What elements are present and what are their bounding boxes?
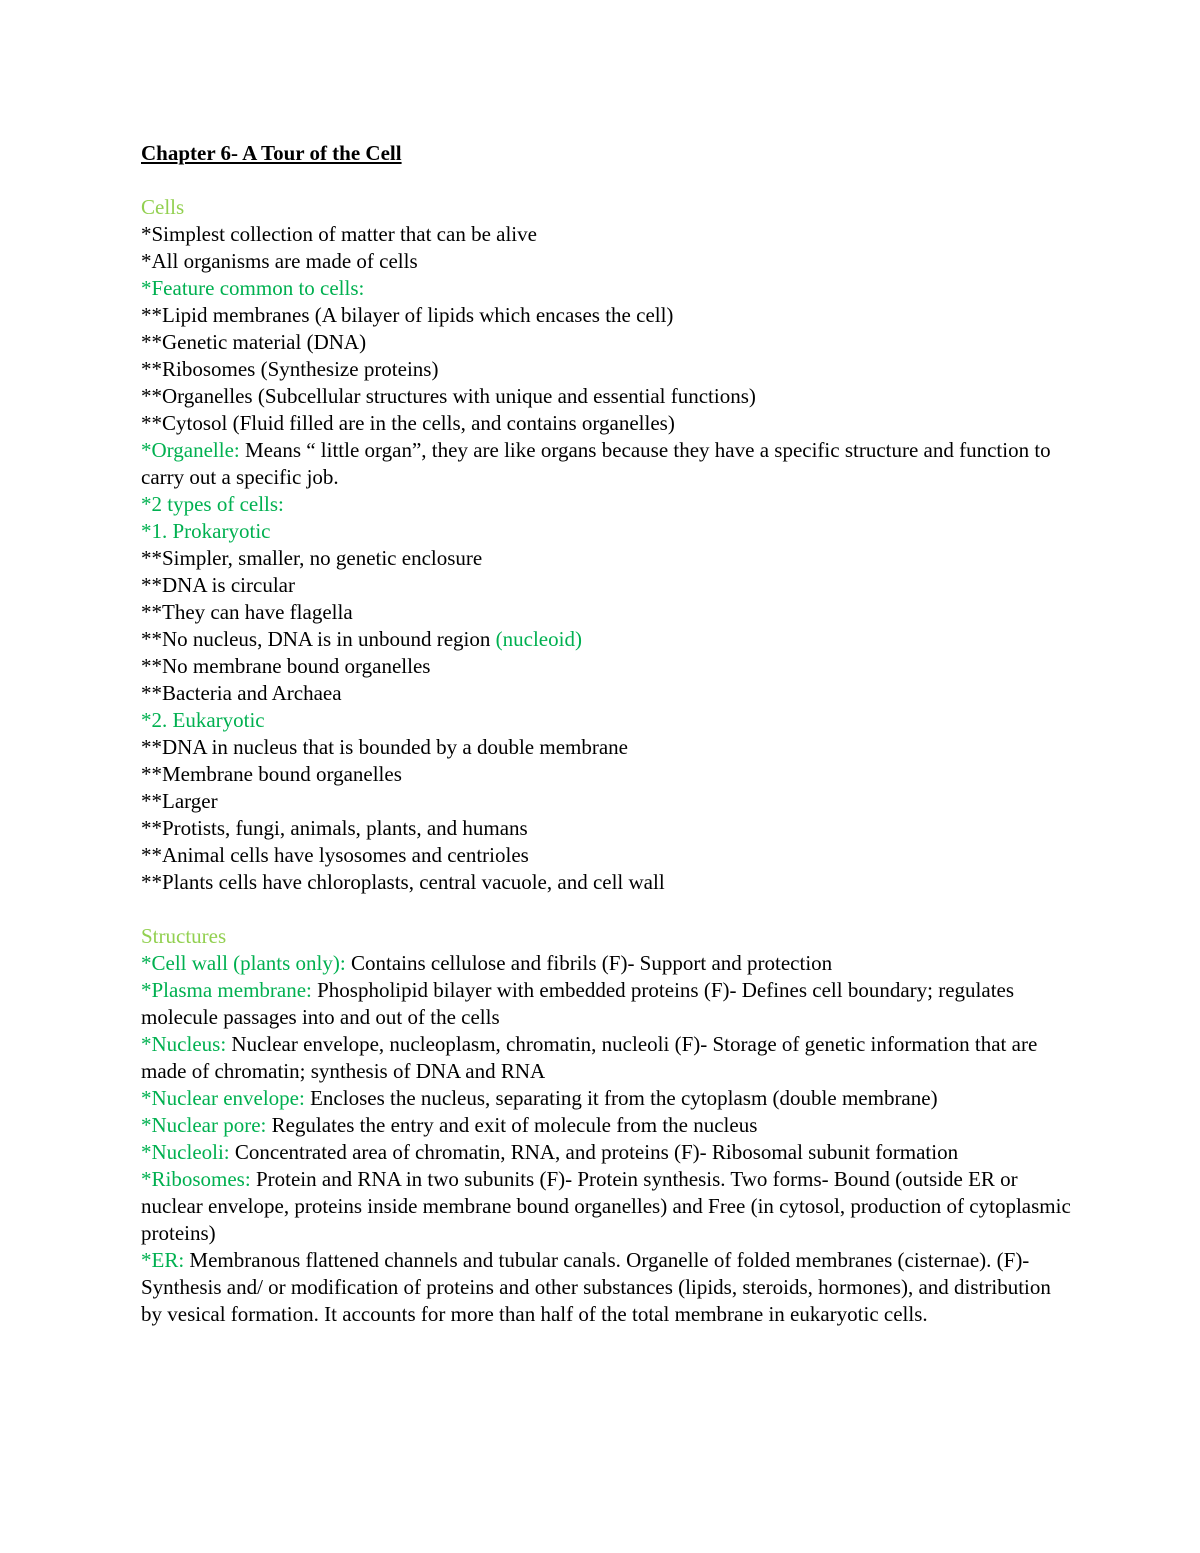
cells-section [141, 194, 1071, 896]
structure-label: *ER: [141, 1248, 185, 1272]
cells-line: *All organisms are made of cells [141, 249, 418, 273]
organelle-label: *Organelle: [141, 438, 240, 462]
structure-text: Concentrated area of chromatin, RNA, and proteins (F)- Ribosomal subunit formation [229, 1140, 959, 1164]
eukaryotic-item: **DNA in nucleus that is bounded by a double membrane [141, 735, 628, 759]
organelle-definition [141, 437, 1071, 491]
structure-item [141, 1166, 1071, 1247]
feature-item: **Organelles (Subcellular structures with unique and essential functions) [141, 384, 756, 408]
structure-text: Regulates the entry and exit of molecule from the nucleus [266, 1113, 758, 1137]
structure-text: Encloses the nucleus, separating it from the cytoplasm (double membrane) [304, 1086, 938, 1110]
structure-item [141, 1031, 1071, 1085]
structure-text: Contains cellulose and fibrils (F)- Support and protection [345, 951, 833, 975]
document-page [141, 140, 1071, 1328]
structure-item [141, 1085, 1071, 1112]
prokaryotic-item [141, 626, 1071, 653]
structure-label: *Ribosomes: [141, 1167, 251, 1191]
eukaryotic-item: **Larger [141, 789, 218, 813]
feature-item: **Genetic material (DNA) [141, 330, 367, 354]
structures-heading: Structures [141, 924, 227, 948]
structure-label: *Cell wall (plants only): [141, 951, 346, 975]
nucleoid-term: (nucleoid) [495, 627, 582, 651]
structure-text: Phospholipid bilayer with embedded proteins (F)- Defines cell boundary; regulates molecule passages into and out of the cells [141, 978, 1015, 1029]
eukaryotic-item: **Plants cells have chloroplasts, central vacuole, and cell wall [141, 870, 665, 894]
prokaryotic-item: **Bacteria and Archaea [141, 681, 342, 705]
cells-line: *Simplest collection of matter that can be alive [141, 222, 537, 246]
structure-text: Nuclear envelope, nucleoplasm, chromatin, nucleoli (F)- Storage of genetic information that are made of chromatin; synthesis of DNA and RNA [141, 1032, 1038, 1083]
features-heading: *Feature common to cells: [141, 276, 365, 300]
prokaryotic-item: **No membrane bound organelles [141, 654, 431, 678]
spacer [141, 167, 1071, 194]
structure-text: Protein and RNA in two subunits (F)- Protein synthesis. Two forms- Bound (outside ER or nuclear envelope, proteins inside membrane bound organelles) and Free (in cytosol, production of cytoplasmic proteins) [141, 1167, 1071, 1245]
structure-label: *Nuclear pore: [141, 1113, 267, 1137]
feature-item: **Lipid membranes (A bilayer of lipids which encases the cell) [141, 303, 674, 327]
structure-label: *Nucleoli: [141, 1140, 230, 1164]
structure-label: *Nuclear envelope: [141, 1086, 305, 1110]
feature-item: **Cytosol (Fluid filled are in the cells, and contains organelles) [141, 411, 675, 435]
prokaryotic-item: **They can have flagella [141, 600, 353, 624]
eukaryotic-item: **Protists, fungi, animals, plants, and humans [141, 816, 528, 840]
spacer [141, 896, 1071, 923]
structure-label: *Plasma membrane: [141, 978, 312, 1002]
structure-item [141, 977, 1071, 1031]
structure-label: *Nucleus: [141, 1032, 227, 1056]
cell-types-heading: *2 types of cells: [141, 492, 284, 516]
structure-item [141, 950, 1071, 977]
prokaryotic-item: **DNA is circular [141, 573, 295, 597]
structure-item [141, 1247, 1071, 1328]
organelle-text: Means “ little organ”, they are like organs because they have a specific structure and function to carry out a specific job. [141, 438, 1051, 489]
eukaryotic-item: **Animal cells have lysosomes and centrioles [141, 843, 529, 867]
prokaryotic-item-text: **No nucleus, DNA is in unbound region [141, 627, 496, 651]
cells-heading: Cells [141, 195, 185, 219]
eukaryotic-heading: *2. Eukaryotic [141, 708, 265, 732]
structures-section [141, 923, 1071, 1328]
chapter-title: Chapter 6- A Tour of the Cell [141, 141, 402, 165]
prokaryotic-heading: *1. Prokaryotic [141, 519, 271, 543]
structure-item [141, 1139, 1071, 1166]
feature-item: **Ribosomes (Synthesize proteins) [141, 357, 439, 381]
structure-text: Membranous flattened channels and tubular canals. Organelle of folded membranes (cisternae). (F)- Synthesis and/ or modification of proteins and other substances (lipids, steroids, hormones), and distribution by vesical formation. It accounts for more than half of the total membrane in eukaryotic cells. [141, 1248, 1051, 1326]
prokaryotic-item: **Simpler, smaller, no genetic enclosure [141, 546, 483, 570]
eukaryotic-item: **Membrane bound organelles [141, 762, 402, 786]
structure-item [141, 1112, 1071, 1139]
